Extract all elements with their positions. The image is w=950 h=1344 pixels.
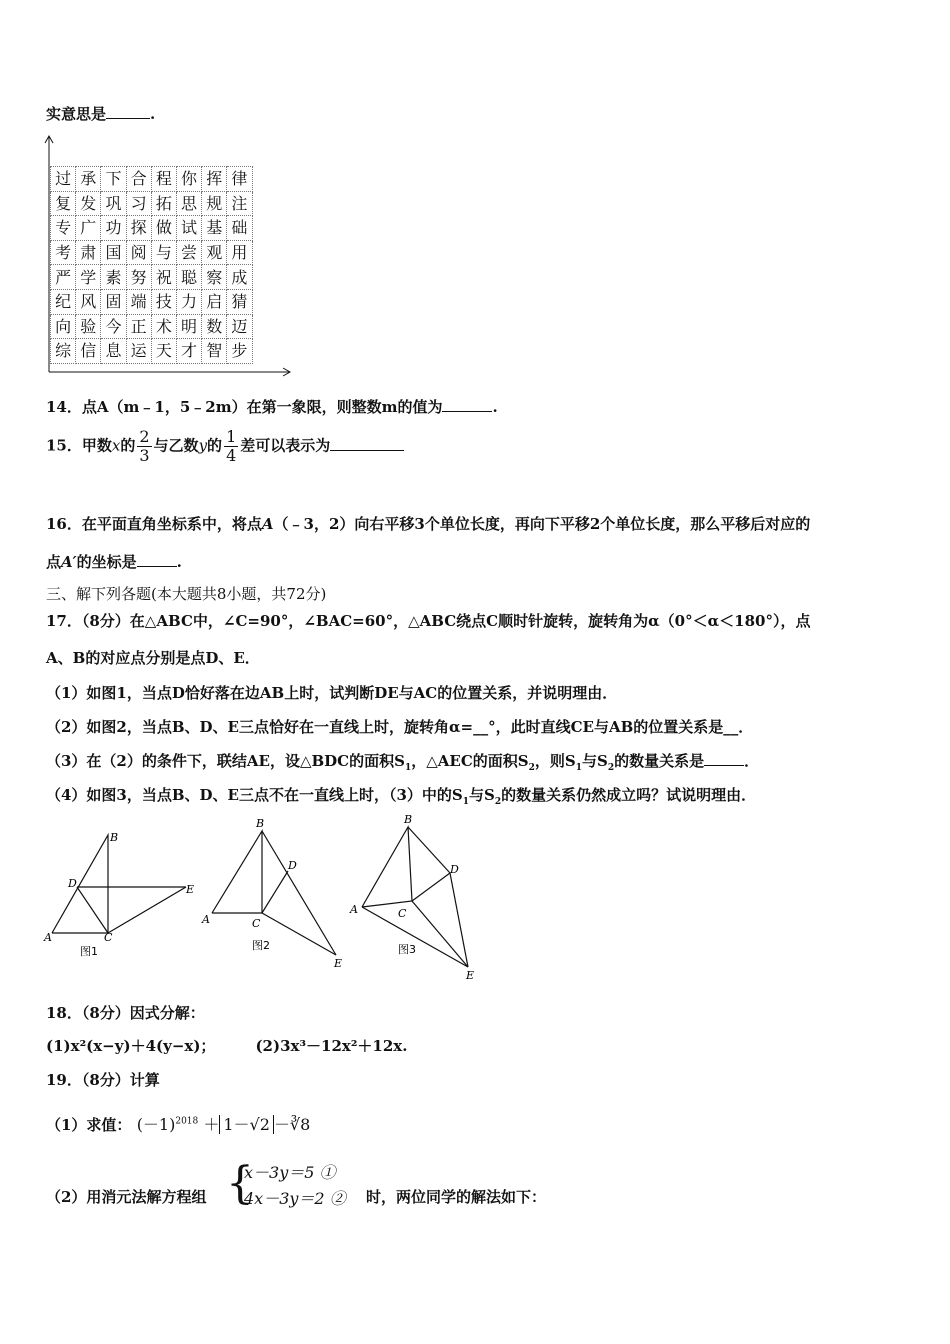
grid-cell: 挥 <box>202 167 227 192</box>
grid-cell: 肃 <box>76 240 101 265</box>
svg-text:C: C <box>398 907 407 920</box>
grid-cell: 试 <box>176 216 201 241</box>
grid-cell: 运 <box>126 339 151 364</box>
svg-text:C: C <box>104 931 113 944</box>
grid-cell: 国 <box>101 240 126 265</box>
question-17-part1: （1）如图1，当点D恰好落在边AB上时，试判断DE与AC的位置关系，并说明理由． <box>46 684 618 702</box>
grid-cell: 承 <box>76 167 101 192</box>
grid-cell: 启 <box>202 289 227 314</box>
grid-cell: 天 <box>151 339 176 364</box>
grid-cell: 向 <box>51 314 76 339</box>
svg-text:B: B <box>404 813 413 826</box>
equation-system: { x－3y＝5 ① 4x－3y＝2 ② <box>230 1160 346 1212</box>
question-14: 14．点A（m﹣1，5﹣2m）在第一象限，则整数m的值为 . <box>46 398 498 416</box>
grid-cell: 考 <box>51 240 76 265</box>
answer-blank <box>704 751 744 766</box>
svg-text:C: C <box>252 917 261 930</box>
fraction-one-quarter: $\frac{1}{4}$ <box>226 427 237 465</box>
grid-cell: 拓 <box>151 191 176 216</box>
question-17-part2: （2）如图2，当点B、D、E三点恰好在一直线上时，旋转角α=__°，此时直线CE与AB的位置关系是__． <box>46 718 754 736</box>
grid-cell: 风 <box>76 289 101 314</box>
grid-cell: 猜 <box>227 289 252 314</box>
grid-cell: 端 <box>126 289 151 314</box>
svg-text:E: E <box>186 883 195 896</box>
equation-1: x－3y＝5 ① <box>244 1163 336 1182</box>
grid-cell: 成 <box>227 265 252 290</box>
grid-cell: 才 <box>176 339 201 364</box>
grid-cell: 基 <box>202 216 227 241</box>
figure-2 <box>201 817 342 970</box>
svg-text:E: E <box>334 957 343 970</box>
svg-text:图2: 图2 <box>252 939 270 952</box>
grid-cell: 探 <box>126 216 151 241</box>
grid-cell: 阅 <box>126 240 151 265</box>
grid-cell: 观 <box>202 240 227 265</box>
grid-cell: 正 <box>126 314 151 339</box>
question-19-part2-tail: 时，两位同学的解法如下： <box>366 1188 547 1206</box>
figure-3 <box>349 813 474 982</box>
grid-cell: 用 <box>227 240 252 265</box>
grid-cell: 习 <box>126 191 151 216</box>
grid-cell: 巩 <box>101 191 126 216</box>
grid-row <box>51 314 253 339</box>
grid-row <box>51 240 253 265</box>
grid-cell: 严 <box>51 265 76 290</box>
answer-blank <box>330 436 404 451</box>
grid-cell: 注 <box>227 191 252 216</box>
question-17-part4: （4）如图3，当点B、D、E三点不在一直线上时，（3）中的$S_1$与$S_2$的数量关系仍然成立吗？试说明理由． <box>46 786 757 807</box>
grid-cell: 纪 <box>51 289 76 314</box>
grid-cell: 做 <box>151 216 176 241</box>
grid-cell: 力 <box>176 289 201 314</box>
character-grid <box>50 166 253 364</box>
question-18-parts: (1)x²(x−y)＋4(y−x)； (2)3x³－12x²＋12x. <box>46 1037 408 1055</box>
grid-cell: 础 <box>227 216 252 241</box>
svg-text:A: A <box>44 931 52 944</box>
grid-cell: 技 <box>151 289 176 314</box>
grid-cell: 程 <box>151 167 176 192</box>
grid-cell: 综 <box>51 339 76 364</box>
grid-cell: 术 <box>151 314 176 339</box>
svg-text:B: B <box>256 817 265 830</box>
section-3-heading: 三、解下列各题(本大题共8小题，共72分) <box>46 585 327 603</box>
grid-cell: 数 <box>202 314 227 339</box>
grid-row <box>51 216 253 241</box>
grid-cell: 尝 <box>176 240 201 265</box>
svg-text:D: D <box>450 863 459 876</box>
grid-cell: 与 <box>151 240 176 265</box>
grid-cell: 祝 <box>151 265 176 290</box>
grid-row <box>51 265 253 290</box>
question-17-line2: A、B的对应点分别是点D、E． <box>46 649 260 667</box>
question-18: 18．（8分）因式分解： <box>46 1004 205 1022</box>
grid-cell: 今 <box>101 314 126 339</box>
question-19-part2: （2）用消元法解方程组 <box>46 1188 207 1206</box>
figure-1 <box>43 831 194 958</box>
question-16-line2: 点A′的坐标是 . <box>46 553 182 571</box>
question-17-line1: 17．（8分）在△ABC中，∠C=90°，∠BAC=60°，△ABC绕点C顺时针旋转，旋转角为α（0°＜α＜180°），点 <box>46 612 811 630</box>
grid-cell: 验 <box>76 314 101 339</box>
grid-cell: 聪 <box>176 265 201 290</box>
svg-text:E: E <box>466 969 475 982</box>
fraction-two-thirds: $\frac{2}{3}$ <box>139 427 150 465</box>
grid-cell: 固 <box>101 289 126 314</box>
answer-blank <box>137 552 177 567</box>
grid-cell: 明 <box>176 314 201 339</box>
grid-cell: 步 <box>227 339 252 364</box>
grid-row <box>51 167 253 192</box>
grid-row <box>51 289 253 314</box>
q13-tail: 实意思是 . <box>46 105 156 123</box>
answer-blank <box>106 104 150 119</box>
svg-text:图1: 图1 <box>80 945 98 958</box>
grid-cell: 发 <box>76 191 101 216</box>
answer-blank <box>442 397 492 412</box>
svg-text:B: B <box>110 831 119 844</box>
grid-cell: 息 <box>101 339 126 364</box>
svg-text:图3: 图3 <box>398 943 416 956</box>
equation-2: 4x－3y＝2 ② <box>244 1189 346 1208</box>
grid-cell: 察 <box>202 265 227 290</box>
question-15: 15．甲数x的 $\frac{2}{3}$ 与乙数y的 $\frac{1}{4}$ 差可以表示为 <box>46 428 404 465</box>
grid-cell: 广 <box>76 216 101 241</box>
grid-row <box>51 339 253 364</box>
grid-cell: 素 <box>101 265 126 290</box>
triangle-figures <box>40 815 490 985</box>
svg-text:D: D <box>288 859 297 872</box>
grid-cell: 下 <box>101 167 126 192</box>
grid-cell: 专 <box>51 216 76 241</box>
grid-cell: 过 <box>51 167 76 192</box>
question-16-line1: 16．在平面直角坐标系中，将点A（﹣3，2）向右平移3个单位长度，再向下平移2个单位长度，那么平移后对应的 <box>46 515 811 533</box>
grid-cell: 信 <box>76 339 101 364</box>
grid-cell: 思 <box>176 191 201 216</box>
grid-cell: 复 <box>51 191 76 216</box>
question-19-part1: （1）求值： $(-1)^{2018} + 1-√2$ －∛8 <box>46 1115 311 1134</box>
question-19: 19．（8分）计算 <box>46 1071 160 1089</box>
grid-cell: 律 <box>227 167 252 192</box>
grid-cell: 努 <box>126 265 151 290</box>
grid-cell: 迈 <box>227 314 252 339</box>
grid-row <box>51 191 253 216</box>
svg-text:A: A <box>202 913 210 926</box>
math-expression: $(-1)^{2018} + 1-√2$ －∛8 <box>136 1115 311 1134</box>
grid-cell: 合 <box>126 167 151 192</box>
grid-cell: 规 <box>202 191 227 216</box>
grid-cell: 学 <box>76 265 101 290</box>
svg-text:D: D <box>68 877 77 890</box>
svg-text:A: A <box>350 903 358 916</box>
grid-cell: 智 <box>202 339 227 364</box>
grid-cell: 你 <box>176 167 201 192</box>
grid-cell: 功 <box>101 216 126 241</box>
question-17-part3: （3）在（2）的条件下，联结AE，设△BDC的面积$S_1$，△AEC的面积$S_2$，则$S_1$与$S_2$的数量关系是 ． <box>46 752 760 773</box>
